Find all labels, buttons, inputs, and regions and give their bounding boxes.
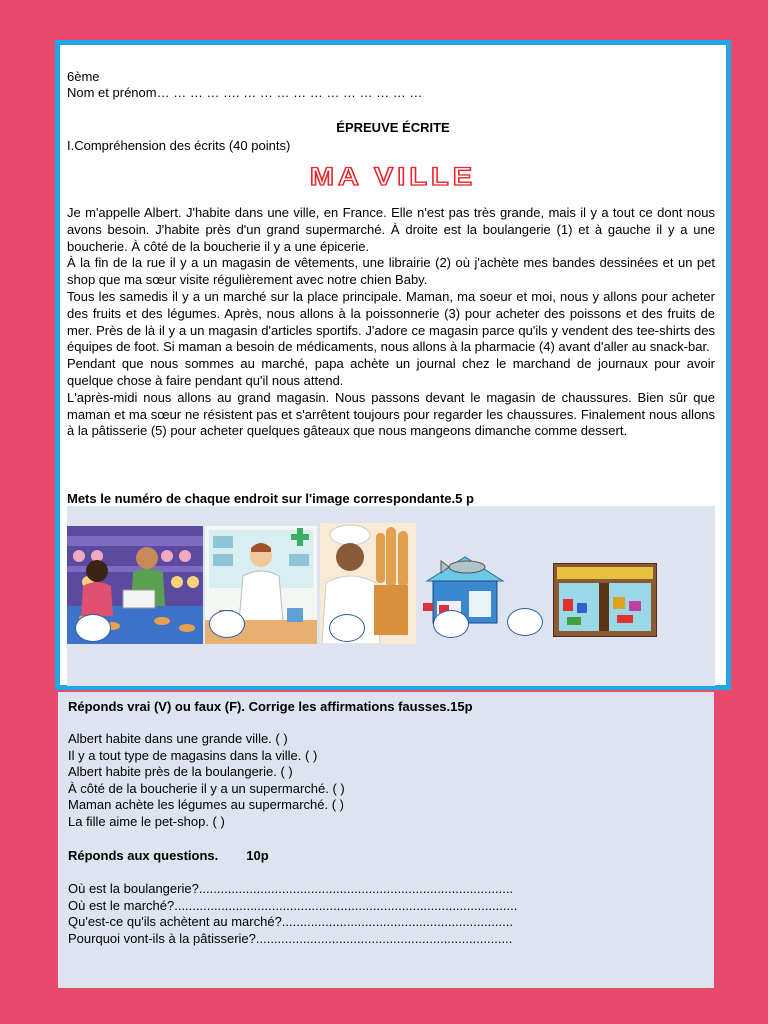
true-false-item[interactable]: À côté de la boucherie il y a un supermarché. ( ) — [68, 780, 345, 796]
true-false-item[interactable]: Il y a tout type de magasins dans la ville. ( ) — [68, 747, 318, 763]
answer-bubble-3[interactable] — [329, 614, 365, 642]
matching-instruction: Mets le numéro de chaque endroit sur l'image correspondante.5 p — [67, 491, 474, 506]
true-false-list — [68, 731, 345, 830]
paragraph: Je m'appelle Albert. J'habite dans une ville, en France. Elle n'est pas très grande, mais il y a tout ce dont nous avons besoin. J'habite près d'un grand supermarché. À droite est la boulangerie (1) et à gauche il y a une boucherie. À côté de la boucherie il y a une épicerie. — [67, 205, 715, 254]
answer-bubble-4[interactable] — [433, 610, 469, 638]
answer-bubble-2[interactable] — [209, 610, 245, 638]
answer-bubble-5[interactable] — [507, 608, 543, 636]
bookshop-illustration — [553, 563, 657, 637]
name-line: Nom et prénom… … … … …. … … … … … … … … … … … — [67, 85, 423, 100]
question-item[interactable]: Qu'est-ce qu'ils achètent au marché?................................................................ — [68, 914, 513, 929]
wordart-title-text: MA VILLE — [309, 163, 477, 191]
reading-passage — [67, 205, 715, 440]
wordart-title — [265, 158, 521, 194]
paragraph: Pendant que nous sommes au marché, papa achète un journal chez le marchand de journaux pour avoir quelque chose à faire pendant qu'il nous attend. — [67, 356, 715, 388]
questions-title — [68, 848, 269, 865]
questions-list — [68, 881, 517, 947]
questions-title-text: Réponds aux questions. — [68, 848, 219, 863]
answer-bubble-1[interactable] — [75, 614, 111, 642]
true-false-item[interactable]: Albert habite près de la boulangerie. ( ) — [68, 764, 293, 779]
paragraph: L'après-midi nous allons au grand magasin. Nous passons devant le magasin de chaussures. Bien sûr que maman et ma sœur ne résistent pas et s'arrêtent toujours pour regarder les chaussures. Finalement nous allons à la pâtisserie (5) pour acheter quelques gâteaux que nous mangeons dimanche comme dessert. — [67, 389, 715, 439]
true-false-title: Réponds vrai (V) ou faux (F). Corrige les affirmations fausses.15p — [68, 699, 473, 714]
questions-points: 10p — [246, 848, 269, 863]
exam-title: ÉPREUVE ÉCRITE — [336, 120, 450, 135]
worksheet-frame — [55, 40, 731, 690]
class-level: 6ème — [67, 69, 100, 84]
worksheet-page — [60, 45, 726, 685]
section-title: I.Compréhension des écrits (40 points) — [67, 138, 291, 153]
true-false-item[interactable]: Maman achète les légumes au supermarché. ( ) — [68, 797, 345, 812]
exercise-panel — [58, 692, 714, 988]
paragraph: Tous les samedis il y a un marché sur la place principale. Maman, ma soeur et moi, nous y allons pour acheter des fruits et des légumes. Après, nous allons à la poissonnerie (3) pour acheter des poissons et des fruits de mer. Près de là il y a un magasin d'articles sportifs. J'adore ce magasin parce qu'ils y vendent des tee-shirts des équipes de foot. Si maman a besoin de médicaments, nous allons à la pharmacie (4) avant d'aller au snack-bar. — [67, 288, 715, 355]
matching-panel — [67, 506, 715, 686]
question-item[interactable]: Où est le marché?............................................................................................... — [68, 897, 518, 913]
question-item[interactable]: Pourquoi vont-ils à la pâtisserie?....................................................................... — [68, 930, 513, 946]
question-item[interactable]: Où est la boulangerie?....................................................................................... — [68, 881, 514, 896]
paragraph: À la fin de la rue il y a un magasin de vêtements, une librairie (2) où j'achète mes bandes dessinées et un pet shop que ma sœur visite régulièrement avec notre chien Baby. — [67, 255, 715, 288]
student-header — [67, 69, 422, 101]
true-false-item[interactable]: La fille aime le pet-shop. ( ) — [68, 813, 225, 829]
true-false-item[interactable]: Albert habite dans une grande ville. ( ) — [68, 731, 288, 746]
